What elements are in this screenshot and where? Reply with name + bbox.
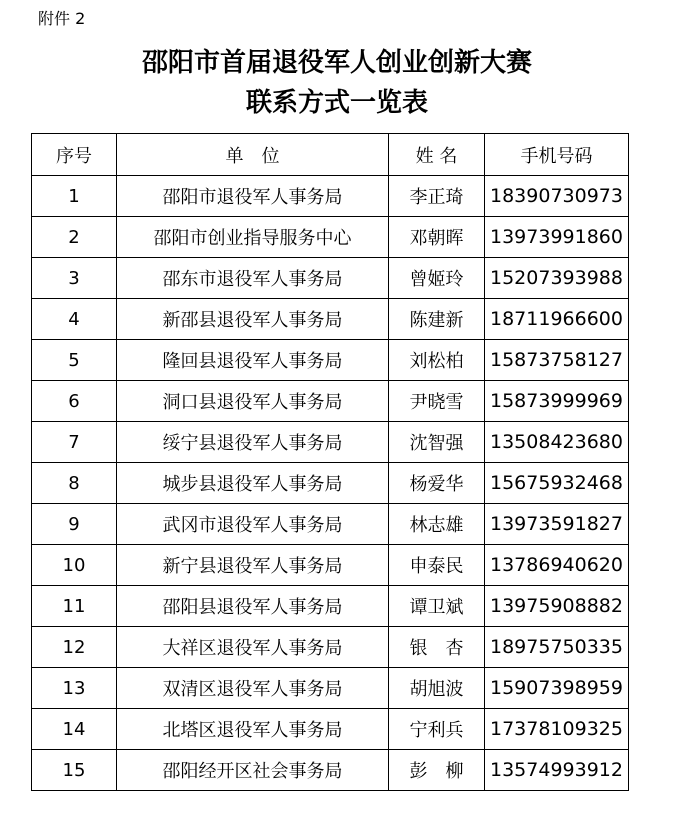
cell-index: 3: [32, 258, 117, 299]
table-row: [32, 504, 629, 545]
contact-table: [31, 133, 629, 791]
cell-unit: 新宁县退役军人事务局: [117, 545, 389, 586]
header-unit: 单 位: [117, 134, 389, 176]
cell-name: 林志雄: [389, 504, 485, 545]
cell-name: 刘松柏: [389, 340, 485, 381]
table-row: [32, 258, 629, 299]
cell-phone: 13973991860: [485, 217, 629, 258]
cell-phone: 15907398959: [485, 668, 629, 709]
cell-index: 5: [32, 340, 117, 381]
cell-unit: 邵阳县退役军人事务局: [117, 586, 389, 627]
table-row: [32, 340, 629, 381]
header-name: 姓 名: [389, 134, 485, 176]
cell-index: 2: [32, 217, 117, 258]
table-row: [32, 545, 629, 586]
header-index: 序号: [32, 134, 117, 176]
table-row: [32, 750, 629, 791]
table-row: [32, 668, 629, 709]
cell-name: 谭卫斌: [389, 586, 485, 627]
document-subtitle: 联系方式一览表: [245, 88, 428, 118]
cell-phone: 17378109325: [485, 709, 629, 750]
cell-unit: 绥宁县退役军人事务局: [117, 422, 389, 463]
cell-phone: 13975908882: [485, 586, 629, 627]
table-row: [32, 422, 629, 463]
cell-unit: 洞口县退役军人事务局: [117, 381, 389, 422]
cell-phone: 13574993912: [485, 750, 629, 791]
table-row: [32, 217, 629, 258]
table-header-row: [32, 134, 629, 176]
cell-index: 14: [32, 709, 117, 750]
cell-name: 陈建新: [389, 299, 485, 340]
cell-unit: 邵东市退役军人事务局: [117, 258, 389, 299]
table-row: [32, 463, 629, 504]
cell-name: 胡旭波: [389, 668, 485, 709]
cell-phone: 13508423680: [485, 422, 629, 463]
cell-phone: 13973591827: [485, 504, 629, 545]
table-row: [32, 627, 629, 668]
cell-index: 11: [32, 586, 117, 627]
cell-unit: 城步县退役军人事务局: [117, 463, 389, 504]
cell-index: 10: [32, 545, 117, 586]
table-body: [32, 176, 629, 791]
cell-unit: 大祥区退役军人事务局: [117, 627, 389, 668]
cell-unit: 邵阳市创业指导服务中心: [117, 217, 389, 258]
cell-phone: 15207393988: [485, 258, 629, 299]
cell-index: 8: [32, 463, 117, 504]
cell-phone: 15873999969: [485, 381, 629, 422]
cell-name: 沈智强: [389, 422, 485, 463]
cell-phone: 13786940620: [485, 545, 629, 586]
cell-unit: 邵阳市退役军人事务局: [117, 176, 389, 217]
cell-unit: 邵阳经开区社会事务局: [117, 750, 389, 791]
table-row: [32, 586, 629, 627]
cell-index: 7: [32, 422, 117, 463]
table-row: [32, 709, 629, 750]
header-phone: 手机号码: [485, 134, 629, 176]
cell-name: 邓朝晖: [389, 217, 485, 258]
cell-name: 宁利兵: [389, 709, 485, 750]
cell-name: 曾姬玲: [389, 258, 485, 299]
cell-name: 申泰民: [389, 545, 485, 586]
cell-name: 李正琦: [389, 176, 485, 217]
cell-phone: 15675932468: [485, 463, 629, 504]
table-row: [32, 176, 629, 217]
cell-unit: 隆回县退役军人事务局: [117, 340, 389, 381]
cell-name: 尹晓雪: [389, 381, 485, 422]
cell-unit: 新邵县退役军人事务局: [117, 299, 389, 340]
cell-unit: 武冈市退役军人事务局: [117, 504, 389, 545]
cell-phone: 18390730973: [485, 176, 629, 217]
cell-unit: 双清区退役军人事务局: [117, 668, 389, 709]
cell-name: 银 杏: [389, 627, 485, 668]
cell-index: 15: [32, 750, 117, 791]
cell-index: 1: [32, 176, 117, 217]
cell-index: 6: [32, 381, 117, 422]
cell-index: 9: [32, 504, 117, 545]
table-row: [32, 299, 629, 340]
cell-phone: 15873758127: [485, 340, 629, 381]
cell-index: 13: [32, 668, 117, 709]
cell-index: 12: [32, 627, 117, 668]
attachment-label: 附件 2: [38, 9, 86, 28]
cell-phone: 18711966600: [485, 299, 629, 340]
table-row: [32, 381, 629, 422]
cell-name: 杨爱华: [389, 463, 485, 504]
cell-phone: 18975750335: [485, 627, 629, 668]
cell-unit: 北塔区退役军人事务局: [117, 709, 389, 750]
cell-index: 4: [32, 299, 117, 340]
cell-name: 彭 柳: [389, 750, 485, 791]
document-title: 邵阳市首届退役军人创业创新大赛: [141, 48, 532, 78]
